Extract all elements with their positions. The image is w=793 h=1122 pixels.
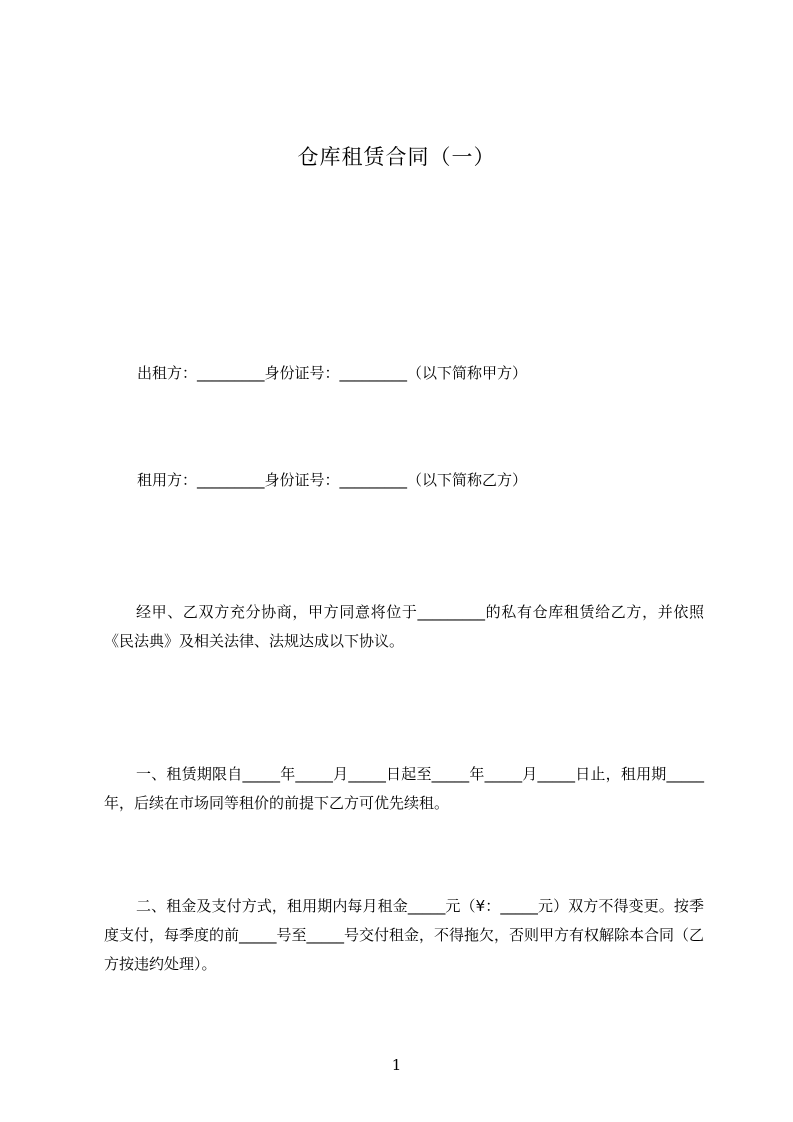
intro-paragraph: 经甲、乙双方充分协商，甲方同意将位于_________的私有仓库租赁给乙方，并依照《民法典》及相关法律、法规达成以下协议。	[104, 603, 704, 650]
lessee-line: 租用方：_________身份证号：_________（以下简称乙方）	[137, 471, 528, 489]
clause-2-paragraph: 二、租金及支付方式，租用期内每月租金_____元（¥：_____元）双方不得变更。按季度支付，每季度的前_____号至_____号交付租金，不得拖欠，否则甲方有权解除本合同（乙方按违约处理）。	[104, 897, 705, 973]
clause-1-paragraph: 一、租赁期限自_____年_____月_____日起至_____年_____月_____日止，租用期_____年，后续在市场同等租价的前提下乙方可优先续租。	[104, 765, 704, 812]
lessor-line: 出租方：_________身份证号：_________（以下简称甲方）	[137, 364, 528, 382]
page-number: 1	[391, 1056, 402, 1074]
document-title: 仓库租赁合同（一）	[297, 145, 496, 169]
